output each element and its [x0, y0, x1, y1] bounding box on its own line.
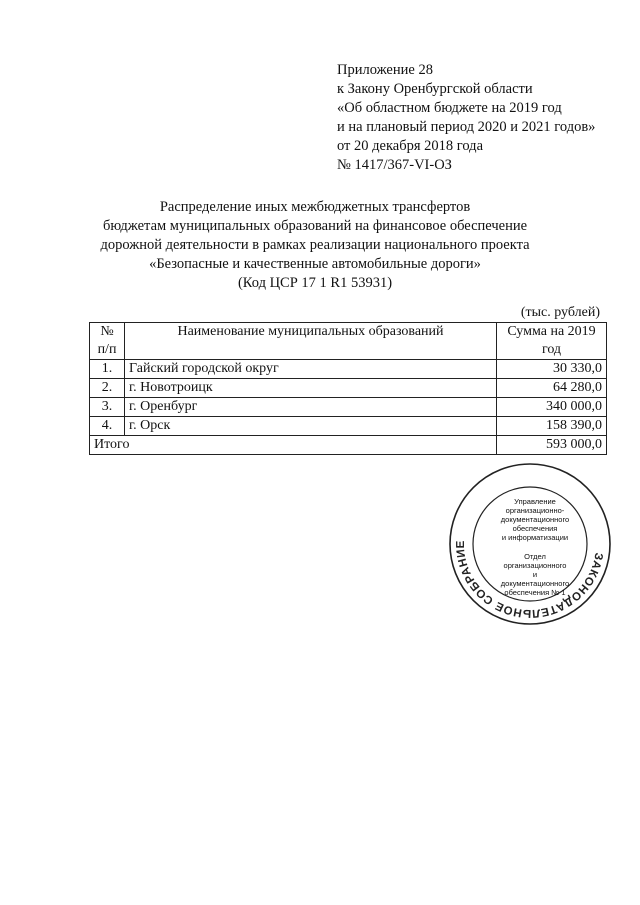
seal-inner-line: организационно- [505, 506, 565, 515]
header-sum-line: год [541, 342, 562, 357]
table-row [90, 379, 607, 398]
seal-inner-line: и информатизации [501, 533, 569, 542]
table-row [90, 417, 607, 436]
row-number: 3. [90, 398, 125, 417]
appendix-line: Приложение 28 [337, 62, 433, 78]
official-seal [447, 461, 613, 627]
total-label: Итого [90, 436, 497, 455]
title-line: «Безопасные и качественные автомобильные дороги» [149, 256, 481, 272]
row-number: 2. [90, 379, 125, 398]
row-sum: 64 280,0 [497, 379, 607, 398]
appendix-line: и на плановый период 2020 и 2021 годов» [337, 119, 596, 135]
header-number-line: п/п [97, 342, 117, 357]
unit-label: (тыс. рублей) [520, 305, 600, 320]
appendix-line: № 1417/367-VI-ОЗ [337, 157, 452, 173]
appendix-line: к Закону Оренбургской области [337, 81, 533, 97]
seal-inner-line: и документационного [500, 570, 570, 588]
appendix-header [337, 61, 595, 175]
title-line: дорожной деятельности в рамках реализации национального проекта [100, 237, 530, 253]
appendix-line: «Об областном бюджете на 2019 год [337, 100, 562, 116]
header-sum [497, 323, 607, 360]
row-name: г. Орск [125, 417, 497, 436]
total-row [90, 436, 607, 455]
seal-inner-line: Отдел организационного [503, 552, 567, 570]
seal-inner-text [499, 497, 571, 597]
row-number: 1. [90, 360, 125, 379]
header-number-line: № [100, 324, 114, 339]
total-sum: 593 000,0 [497, 436, 607, 455]
transfers-table [89, 322, 607, 455]
document-title [80, 198, 550, 293]
row-name: Гайский городской округ [125, 360, 497, 379]
header-sum-line: Сумма на 2019 [507, 324, 596, 339]
seal-ring-textpath: ЗАКОНОДАТЕЛЬНОЕ СОБРАНИЕ [454, 540, 605, 620]
seal-inner-line: обеспечения [512, 524, 558, 533]
table-row [90, 360, 607, 379]
row-name: г. Новотроицк [125, 379, 497, 398]
row-sum: 340 000,0 [497, 398, 607, 417]
seal-inner-line: обеспечения № 1 [504, 588, 566, 597]
seal-inner-line: документационного [500, 515, 570, 524]
table-row [90, 398, 607, 417]
row-sum: 158 390,0 [497, 417, 607, 436]
header-name: Наименование муниципальных образований [125, 323, 497, 360]
title-line: (Код ЦСР 17 1 R1 53931) [237, 275, 393, 291]
row-sum: 30 330,0 [497, 360, 607, 379]
seal-inner-line: Управление [514, 497, 556, 506]
row-number: 4. [90, 417, 125, 436]
row-name: г. Оренбург [125, 398, 497, 417]
title-line: бюджетам муниципальных образований на финансовое обеспечение [102, 218, 528, 234]
appendix-line: от 20 декабря 2018 года [337, 138, 483, 154]
title-line: Распределение иных межбюджетных трансфертов [159, 199, 471, 215]
table-header-row [90, 323, 607, 360]
header-number [90, 323, 125, 360]
